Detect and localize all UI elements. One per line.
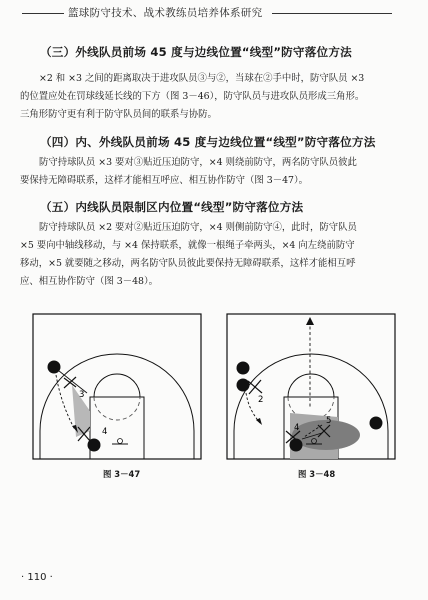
figure-caption: 图 3－47 xyxy=(103,469,141,479)
defender-x-mark xyxy=(249,380,261,394)
section-paragraph xyxy=(20,219,412,291)
paragraph-line: 三角形防守更有利于防守队员间的联系与协防。 xyxy=(20,109,217,120)
defender-number-label: 2 xyxy=(258,395,264,405)
pass-path-dashed xyxy=(56,375,75,430)
header-rule-right xyxy=(272,13,392,14)
paragraph-line: 防守持球队员 ×2 要对②贴近压迫防守，×4 则侧前防守④，此时，防守队员 xyxy=(39,222,357,233)
defender-number-label: 5 xyxy=(326,416,332,426)
section-paragraph xyxy=(20,70,412,124)
free-throw-circle-top xyxy=(94,374,140,397)
paragraph-line: 应、相互协作防守（图 3－48）。 xyxy=(20,276,159,287)
section-paragraph xyxy=(20,154,412,190)
free-throw-circle-top xyxy=(288,374,334,397)
offensive-player-icon xyxy=(237,362,250,375)
paragraph-line: 的位置应处在罚球线延长线的下方（图 3－46），防守队员与进攻队员形成三角形。 xyxy=(20,91,365,102)
basket-hoop xyxy=(118,439,123,444)
offensive-player-icon xyxy=(88,439,101,452)
axis-arrowhead xyxy=(306,317,314,325)
court-diagram-3-48 xyxy=(226,313,396,460)
defender-number-label: 4 xyxy=(102,427,108,437)
page-number: · 110 · xyxy=(21,572,53,583)
section-heading: （三）外线队员前场 45 度与边线位置“线型”防守落位方法 xyxy=(40,45,352,59)
paragraph-line: 要保持无障碍联系，这样才能相互呼应、相互协作防守（图 3－47）。 xyxy=(20,175,309,186)
paragraph-line: 移动，×5 就要随之移动，两名防守队员彼此要保持无障碍联系，这样才能相互呼 xyxy=(20,258,356,269)
free-throw-circle-bottom xyxy=(94,397,140,420)
paragraph-line: 防守持球队员 ×3 要对③贴近压迫防守，×4 则绕前防守，两名防守队员彼此 xyxy=(39,157,357,168)
offensive-player-icon xyxy=(290,439,303,452)
paragraph-line: ×5 要向中轴线移动，与 ×4 保持联系，就像一根绳子牵两头，×4 向左绕前防守 xyxy=(20,240,355,251)
defender-number-label: 4 xyxy=(294,423,300,433)
defender-number-label: 3 xyxy=(79,390,85,400)
offensive-player-icon xyxy=(237,379,250,392)
paragraph-line: ×2 和 ×3 之间的距离取决于进攻队员③与②，当球在②手中时，防守队员 ×3 xyxy=(39,73,365,84)
header-rule-left xyxy=(22,13,64,14)
three-point-arc xyxy=(40,354,194,459)
figure-caption: 图 3－48 xyxy=(298,469,336,479)
section-heading: （四）内、外线队员前场 45 度与边线位置“线型”防守落位方法 xyxy=(40,135,376,149)
section-heading: （五）内线队员限制区内位置“线型”防守落位方法 xyxy=(40,200,304,214)
court-boundary xyxy=(33,314,201,459)
offensive-player-icon xyxy=(370,417,383,430)
running-head: 篮球防守技术、战术教练员培养体系研究 xyxy=(68,7,263,19)
court-diagram-3-47 xyxy=(32,313,202,460)
